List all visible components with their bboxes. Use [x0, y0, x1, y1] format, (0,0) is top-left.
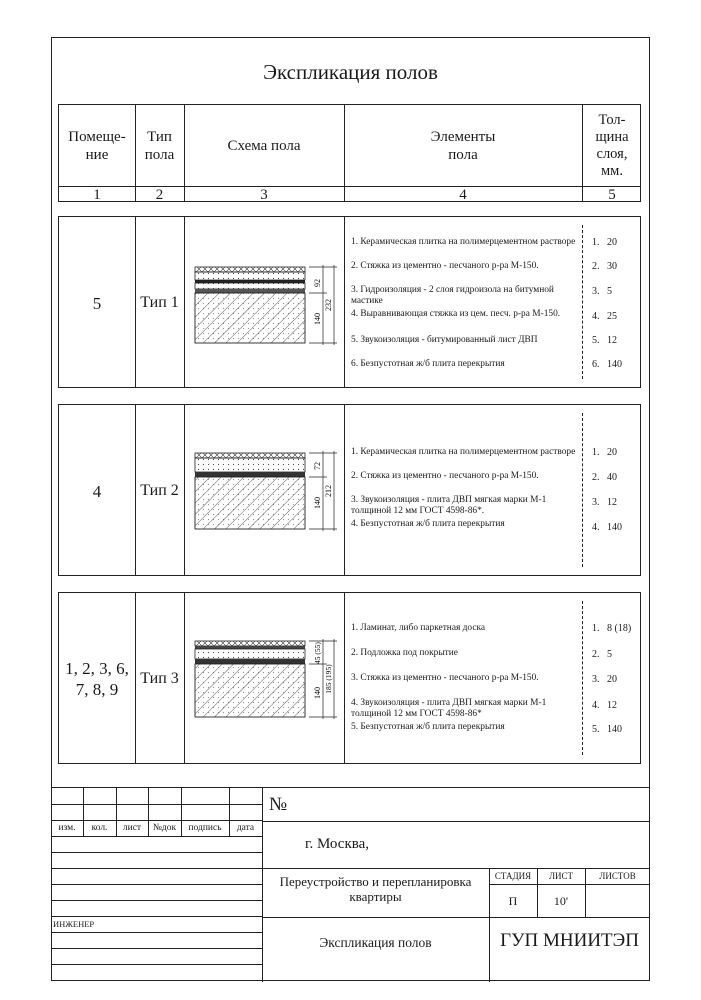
element-item: 5. Звукоизоляция - битумированный лист ДВП — [351, 335, 538, 345]
element-item: 6. Безпустотная ж/б плита перекрытия — [351, 359, 505, 369]
dim-total: 212 — [324, 485, 333, 497]
city: г. Москва, — [305, 836, 370, 852]
sheet-label: ЛИСТ — [548, 871, 574, 881]
thickness-value: 1. 20 — [592, 447, 617, 458]
thickness-value: 3. 20 — [592, 674, 617, 685]
stamp-col-label: лист — [122, 823, 142, 833]
element-item: 2. Стяжка из цементно - песчаного р-ра М-150. — [351, 471, 539, 481]
col-number: 1 — [93, 187, 101, 203]
stage-label: СТАДИЯ — [494, 871, 532, 881]
room-number: 4 — [92, 481, 102, 501]
document-title: Экспликация полов — [319, 935, 432, 950]
organization: ГУП МНИИТЭП — [500, 930, 639, 951]
col-number: 2 — [155, 187, 164, 203]
header-thickness: Тол- щина слоя, мм. — [595, 111, 629, 179]
room-number: 1, 2, 3, 6, 7, 8, 9 — [65, 659, 129, 699]
header-room: Помеще- ние — [68, 128, 126, 163]
dim-top: 45 (55) — [313, 642, 322, 664]
element-item: 2. Подложка под покрытие — [351, 648, 458, 658]
col-number: 5 — [608, 187, 616, 203]
dim-total: 232 — [324, 299, 333, 311]
dim-total: 185 (195) — [324, 664, 333, 694]
thickness-value: 1. 8 (18) — [592, 623, 632, 634]
floor-block-3 — [58, 592, 641, 764]
page-title: Экспликация полов — [263, 60, 438, 84]
thickness-value: 3. 5 — [592, 286, 612, 297]
element-item: 1. Ламинат, либо паркетная доска — [351, 623, 486, 633]
thickness-value: 2. 30 — [592, 261, 617, 272]
col-number: 3 — [260, 187, 268, 203]
element-item: 5. Безпустотная ж/б плита перекрытия — [351, 722, 505, 732]
dim-top: 92 — [313, 279, 322, 287]
stage-value: П — [508, 894, 518, 908]
element-item: 3. Гидроизоляция - 2 слоя гидроизола на битумной мастике — [351, 285, 554, 306]
floor-section-diagram — [187, 631, 342, 731]
dim-slab: 140 — [313, 313, 322, 325]
sheet-value: 10' — [553, 894, 569, 908]
thickness-value: 2. 5 — [592, 649, 612, 660]
floor-section-diagram — [187, 257, 342, 357]
title-block — [51, 787, 650, 981]
engineer-label: ИНЖЕНЕР — [53, 919, 95, 929]
floor-type: Тип 1 — [140, 294, 179, 311]
stamp-col-label: кол. — [91, 823, 108, 833]
dim-slab: 140 — [313, 687, 322, 699]
dim-top: 72 — [313, 462, 322, 470]
room-number: 5 — [92, 293, 102, 313]
doc-number-label: № — [269, 794, 288, 815]
sheets-label: ЛИСТОВ — [599, 871, 636, 881]
element-item: 1. Керамическая плитка на полимерцементном раствоpе — [351, 447, 576, 457]
thickness-value: 5. 12 — [592, 335, 617, 346]
thickness-value: 4. 12 — [592, 700, 617, 711]
element-item: 4. Выравнивающая стяжка из цем. песч. р-ра М-150. — [351, 309, 561, 319]
thickness-value: 4. 140 — [592, 522, 622, 533]
stamp-col-label: изм. — [58, 823, 76, 833]
stamp-col-label: дата — [236, 823, 255, 833]
dim-slab: 140 — [313, 497, 322, 509]
header-scheme: Схема пола — [227, 137, 301, 154]
element-item: 3. Звукоизоляция - плита ДВП мягкая марки М-1 толщиной 12 мм ГОСТ 4598-86*. — [351, 495, 547, 516]
floor-section-diagram — [187, 443, 342, 543]
element-item: 1. Керамическая плитка на полимерцементном раствоpе — [351, 237, 576, 247]
floor-type: Тип 3 — [140, 670, 179, 687]
thickness-value: 2. 40 — [592, 472, 617, 483]
element-item: 4. Звукоизоляция - плита ДВП мягкая марки М-1 толщиной 12 мм ГОСТ 4598-86* — [351, 698, 547, 719]
header-table — [58, 104, 641, 202]
header-elements: Элементы пола — [430, 128, 496, 163]
element-item: 3. Стяжка из цементно - песчаного р-ра М-150. — [351, 673, 539, 683]
stamp-col-label: подпись — [188, 823, 222, 833]
floor-type: Тип 2 — [140, 482, 179, 499]
thickness-value: 1. 20 — [592, 237, 617, 248]
stamp-col-label: №док — [152, 823, 177, 833]
header-type: Тип пола — [144, 128, 175, 163]
floor-block-1 — [58, 216, 641, 388]
thickness-value: 5. 140 — [592, 724, 622, 735]
col-number: 4 — [459, 187, 467, 203]
floor-block-2 — [58, 404, 641, 576]
thickness-value: 4. 25 — [592, 311, 617, 322]
thickness-value: 6. 140 — [592, 359, 622, 370]
element-item: 2. Стяжка из цементно - песчаного р-ра М-150. — [351, 261, 539, 271]
element-item: 4. Безпустотная ж/б плита перекрытия — [351, 519, 505, 529]
project-name: Переустройство и перепланировка квартиры — [279, 874, 472, 904]
thickness-value: 3. 12 — [592, 497, 617, 508]
